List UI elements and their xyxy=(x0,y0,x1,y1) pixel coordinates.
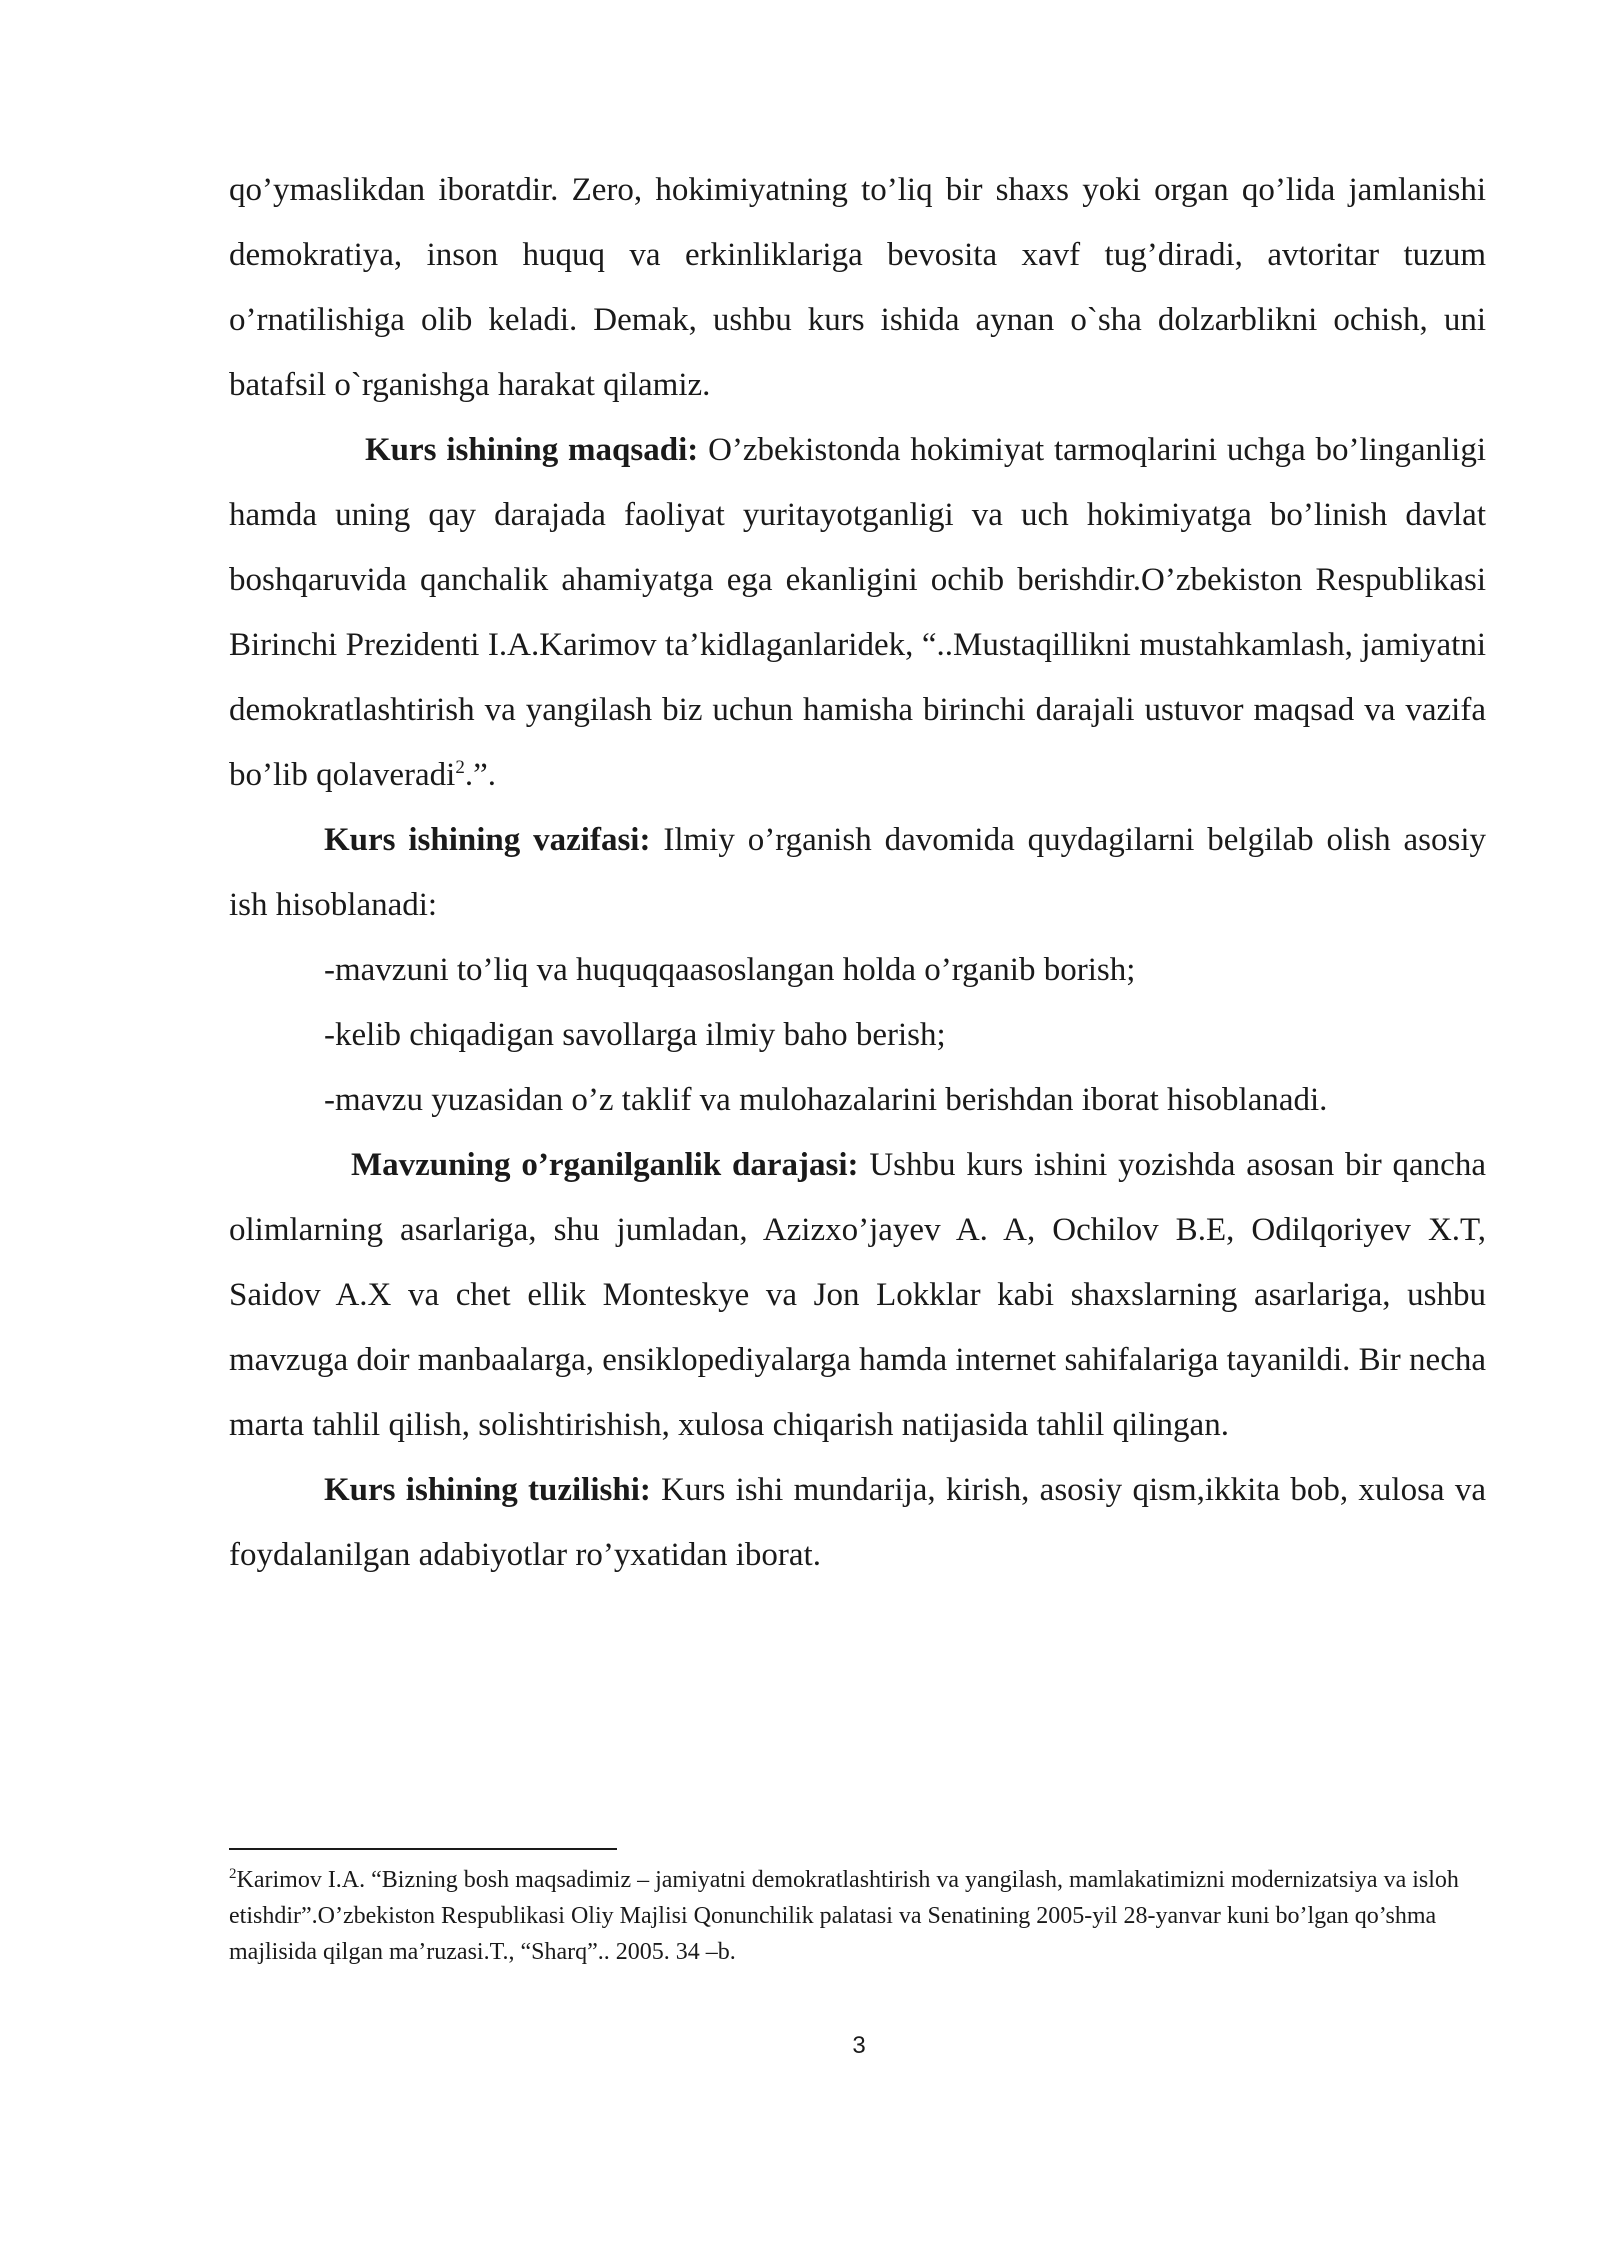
footnote-reference[interactable]: 2 xyxy=(455,757,465,778)
footnote-separator xyxy=(229,1848,617,1850)
study-level-heading: Mavzuning o’rganilganlik darajasi: xyxy=(351,1147,859,1183)
list-item: -mavzu yuzasidan o’z taklif va mulohazalarini berishdan iborat hisoblanadi. xyxy=(324,1082,1328,1118)
purpose-text-end: .”. xyxy=(464,757,496,793)
study-level-paragraph xyxy=(229,1133,1486,1458)
study-level-text: Ushbu kurs ishini yozishda asosan bir qancha olimlarning asarlariga, shu jumladan, Azizxo’jayev A. A, Ochilov B.E, Odilqoriyev X.T, Saidov A.X va chet ellik Monteskye va Jon Lokklar kabi shaxslarning asarlariga, ushbu mavzuga doir manbaalarga, ensiklopediyalarga hamda internet sahifalariga tayanildi. Bir necha marta tahlil qilish, solishtirishish, xulosa chiqarish natijasida tahlil qilingan. xyxy=(229,1147,1486,1443)
list-item: -kelib chiqadigan savollarga ilmiy baho berish; xyxy=(324,1017,946,1053)
structure-paragraph xyxy=(229,1458,1486,1588)
body-text xyxy=(229,158,1486,1588)
purpose-paragraph xyxy=(229,418,1486,808)
footnote-text: Karimov I.A. “Bizning bosh maqsadimiz – jamiyatni demokratlashtirish va yangilash, mamlakatimizni modernizatsiya va isloh etishdir”.O’zbekiston Respublikasi Oliy Majlisi Qonunchilik palatasi va Senatining 2005-yil 28-yanvar kuni bo’lgan qo’shma majlisida qilgan ma’ruzasi.T., “Sharq”.. 2005. 34 –b. xyxy=(229,1867,1459,1965)
footnote xyxy=(229,1862,1486,1970)
purpose-heading: Kurs ishining maqsadi: xyxy=(365,432,699,468)
structure-text: Kurs ishi mundarija, kirish, asosiy qism,ikkita bob, xulosa va foydalanilgan adabiyotlar ro’yxatidan iborat. xyxy=(229,1472,1487,1573)
tasks-heading: Kurs ishining vazifasi: xyxy=(324,822,651,858)
tasks-paragraph xyxy=(229,808,1486,938)
intro-paragraph: qo’ymaslikdan iboratdir. Zero, hokimiyatning to’liq bir shaxs yoki organ qo’lida jamlanishi demokratiya, inson huquq va erkinliklariga bevosita xavf tug’diradi, avtoritar tuzum o’rnatilishiga olib keladi. Demak, ushbu kurs ishida aynan o`sha dolzarblikni ochish, uni batafsil o`rganishga harakat qilamiz. xyxy=(229,172,1486,403)
list-item: -mavzuni to’liq va huquqqaasoslangan holda o’rganib borish; xyxy=(324,952,1136,988)
purpose-text: O’zbekistonda hokimiyat tarmoqlarini uchga bo’linganligi hamda uning qay darajada faoliyat yuritayotganligi va uch hokimiyatga bo’linish davlat boshqaruvida qanchalik ahamiyatga ega ekanligini ochib berishdir.O’zbekiston Respublikasi Birinchi Prezidenti I.A.Karimov ta’kidlaganlaridek, “..Mustaqillikni mustahkamlash, jamiyatni demokratlashtirish va yangilash biz uchun hamisha birinchi darajali ustuvor maqsad va vazifa bo’lib qolaveradi xyxy=(229,432,1486,793)
footnote-number: 2 xyxy=(229,1866,237,1882)
structure-heading: Kurs ishining tuzilishi: xyxy=(324,1472,651,1508)
page-number: 3 xyxy=(852,2032,866,2059)
tasks-text: Ilmiy o’rganish davomida quydagilarni belgilab olish asosiy ish hisoblanadi: xyxy=(229,822,1486,923)
